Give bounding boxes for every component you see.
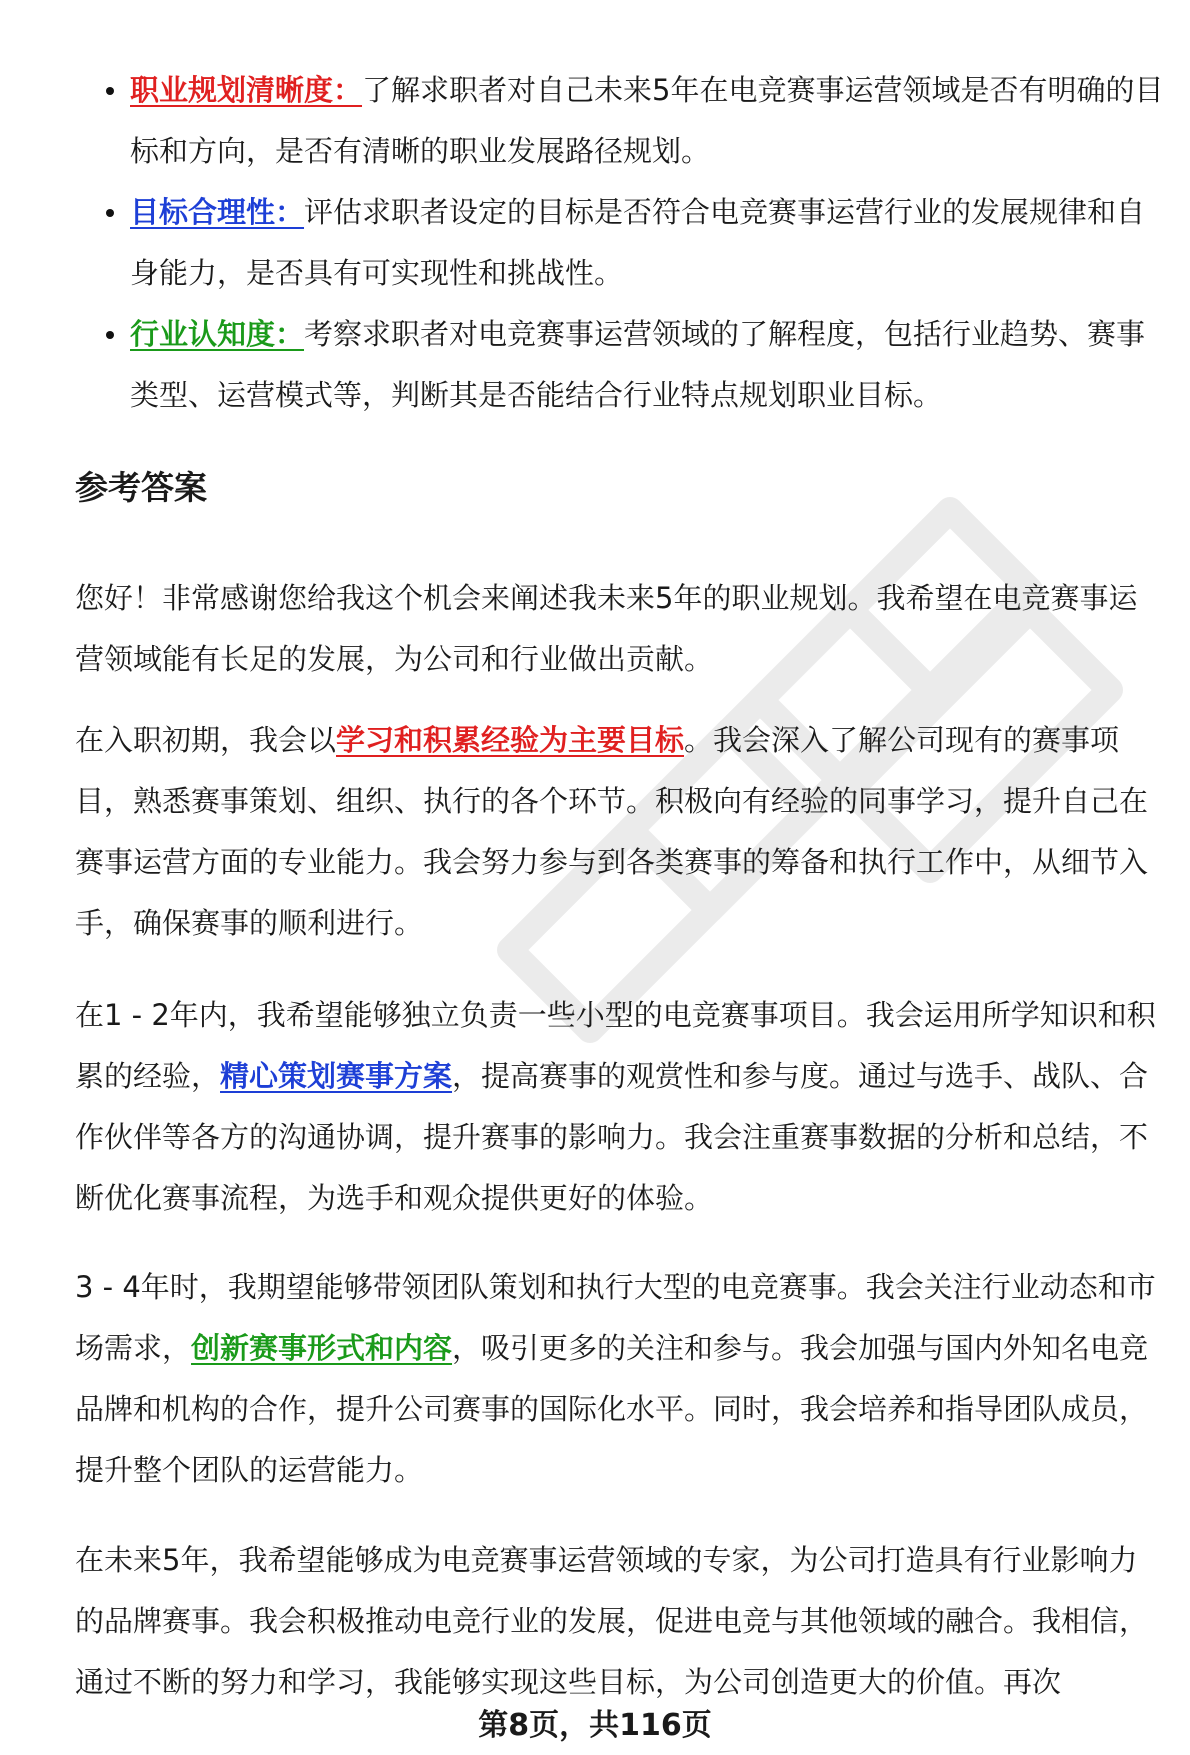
criterion-keyword: 目标合理性： xyxy=(130,195,305,229)
evaluation-criteria-list xyxy=(98,60,1173,426)
paragraph-highlight: 精心策划赛事方案 xyxy=(220,1059,453,1093)
section-heading: 参考答案 xyxy=(75,468,207,507)
page-number-footer: 第8页，共116页 xyxy=(478,1708,712,1743)
criterion-item xyxy=(98,182,1173,304)
paragraph-text: 在入职初期，我会以 xyxy=(75,723,337,757)
answer-paragraph xyxy=(75,1257,1165,1501)
bullet-dot-icon xyxy=(106,331,114,339)
paragraph-highlight: 学习和积累经验为主要目标 xyxy=(336,723,685,757)
bullet-dot-icon xyxy=(106,209,114,217)
answer-paragraph xyxy=(75,985,1165,1229)
paragraph-text: 。我会深入了解公司现有的赛事项目，熟悉赛事策划、组织、执行的各个环节。积极向有经验的同事学习，提升自己在赛事运营方面的专业能力。我会努力参与到各类赛事的筹备和执行工作中，从细节入手，确保赛事的顺利进行。 xyxy=(75,723,1149,940)
paragraph-text: 在1 - 2年内，我希望能够独立负责一些小型的电竞赛事项目。我会运用所学知识和积累的经验， xyxy=(75,998,1156,1093)
paragraph-text: ，提高赛事的观赏性和参与度。通过与选手、战队、合作伙伴等各方的沟通协调，提升赛事的影响力。我会注重赛事数据的分析和总结，不断优化赛事流程，为选手和观众提供更好的体验。 xyxy=(75,1059,1149,1215)
answer-paragraph xyxy=(75,1530,1165,1700)
criterion-text: 评估求职者设定的目标是否符合电竞赛事运营行业的发展规律和自身能力，是否具有可实现性和挑战性。 xyxy=(130,195,1146,290)
criterion-text: 考察求职者对电竞赛事运营领域的了解程度，包括行业趋势、赛事类型、运营模式等，判断其是否能结合行业特点规划职业目标。 xyxy=(130,317,1146,412)
paragraph-text: 在未来5年，我希望能够成为电竞赛事运营领域的专家，为公司打造具有行业影响力的品牌赛事。我会积极推动电竞行业的发展，促进电竞与其他领域的融合。我相信，通过不断的努力和学习，我能够实现这些目标，为公司创造更大的价值。再次 xyxy=(75,1543,1149,1699)
criterion-keyword: 职业规划清晰度： xyxy=(130,73,363,107)
paragraph-text: 您好！非常感谢您给我这个机会来阐述我未来5年的职业规划。我希望在电竞赛事运营领域能有长足的发展，为公司和行业做出贡献。 xyxy=(75,581,1138,676)
paragraph-text: ，吸引更多的关注和参与。我会加强与国内外知名电竞品牌和机构的合作，提升公司赛事的国际化水平。同时，我会培养和指导团队成员，提升整个团队的运营能力。 xyxy=(75,1331,1149,1487)
paragraph-highlight: 创新赛事形式和内容 xyxy=(191,1331,453,1365)
answer-paragraph xyxy=(75,710,1165,954)
paragraph-text: 3 - 4年时，我期望能够带领团队策划和执行大型的电竞赛事。我会关注行业动态和市场需求， xyxy=(75,1270,1156,1365)
criterion-text: 了解求职者对自己未来5年在电竞赛事运营领域是否有明确的目标和方向，是否有清晰的职业发展路径规划。 xyxy=(130,73,1164,168)
criterion-item xyxy=(98,304,1173,426)
bullet-dot-icon xyxy=(106,87,114,95)
criterion-item xyxy=(98,60,1173,182)
criterion-keyword: 行业认知度： xyxy=(130,317,305,351)
answer-paragraph xyxy=(75,568,1165,690)
